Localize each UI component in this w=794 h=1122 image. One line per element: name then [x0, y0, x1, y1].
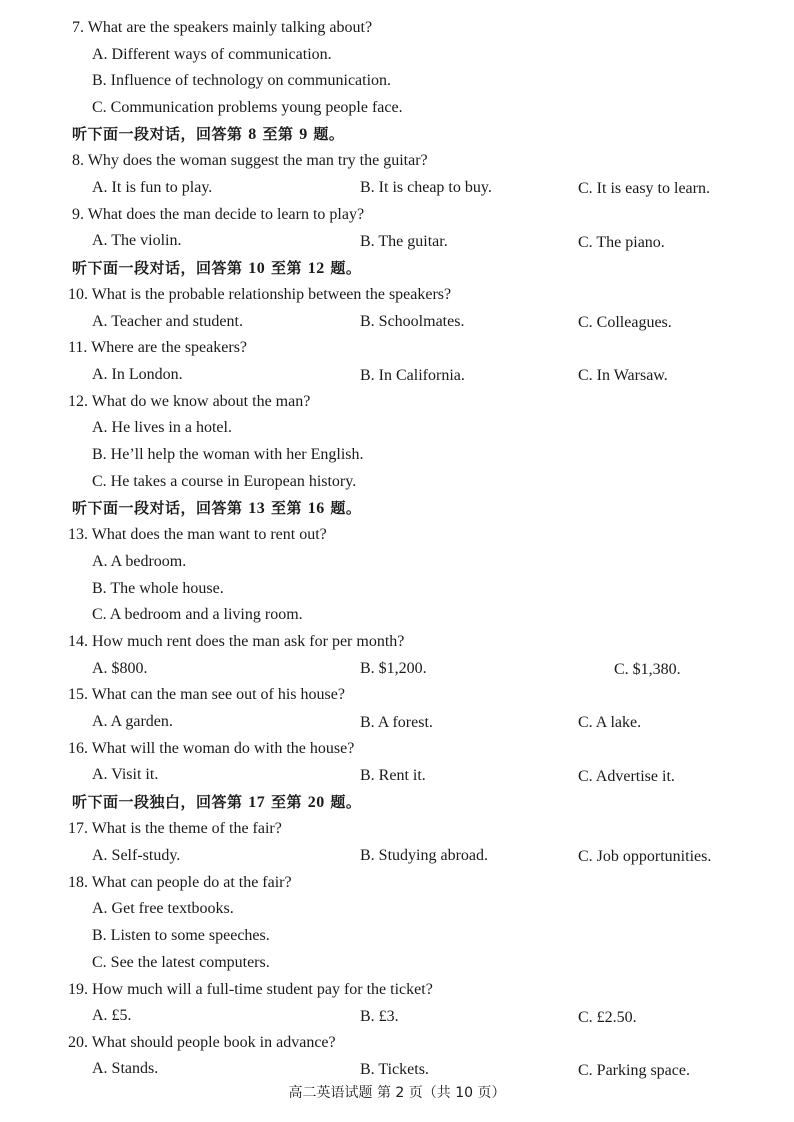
question-stem: 15. What can the man see out of his house? — [68, 686, 345, 703]
question-stem: 17. What is the theme of the fair? — [68, 820, 282, 837]
option-c: C. See the latest computers. — [92, 954, 270, 971]
option-c: C. Parking space. — [578, 1062, 690, 1079]
question-stem: 9. What does the man decide to learn to play? — [72, 206, 365, 223]
option-b: B. The guitar. — [360, 233, 448, 250]
question-stem: 14. How much rent does the man ask for per month? — [68, 633, 405, 650]
option-b: B. Influence of technology on communication. — [92, 72, 392, 89]
option-b: B. Studying abroad. — [360, 847, 488, 864]
option-b: B. Schoolmates. — [360, 313, 465, 330]
option-b: B. Listen to some speeches. — [92, 927, 270, 944]
option-b: B. He’ll help the woman with her English. — [92, 446, 364, 463]
question-stem: 16. What will the woman do with the house? — [68, 740, 355, 757]
option-c: C. He takes a course in European history. — [92, 473, 357, 490]
section-heading: 听下面一段对话，回答第 8 至第 9 题。 — [72, 125, 345, 143]
option-c: C. In Warsaw. — [578, 367, 668, 384]
question-stem: 11. Where are the speakers? — [68, 339, 248, 356]
option-a: A. Self-study. — [92, 847, 181, 864]
option-c: C. Communication problems young people face. — [92, 99, 403, 116]
option-a: A. Get free textbooks. — [92, 900, 234, 917]
option-c: C. $1,380. — [614, 661, 681, 678]
option-a: A. £5. — [92, 1007, 132, 1024]
option-b: B. The whole house. — [92, 580, 224, 597]
option-b: B. Tickets. — [360, 1061, 429, 1078]
option-a: A. A bedroom. — [92, 553, 187, 570]
option-b: B. A forest. — [360, 714, 433, 731]
option-c: C. It is easy to learn. — [578, 180, 710, 197]
option-a: A. He lives in a hotel. — [92, 419, 232, 436]
question-stem: 19. How much will a full-time student pay for the ticket? — [68, 981, 433, 998]
option-b: B. It is cheap to buy. — [360, 179, 492, 196]
page-footer: 高二英语试题 第 2 页（共 10 页） — [288, 1085, 506, 1101]
option-a: A. A garden. — [92, 713, 173, 730]
question-stem: 18. What can people do at the fair? — [68, 874, 292, 891]
option-b: B. Rent it. — [360, 767, 426, 784]
option-a: A. Teacher and student. — [92, 313, 243, 330]
option-c: C. The piano. — [578, 234, 665, 251]
option-a: A. $800. — [92, 660, 148, 677]
option-a: A. Stands. — [92, 1060, 159, 1077]
option-c: C. Advertise it. — [578, 768, 675, 785]
section-heading: 听下面一段独白，回答第 17 至第 20 题。 — [72, 793, 362, 811]
question-stem: 13. What does the man want to rent out? — [68, 526, 327, 543]
question-stem: 12. What do we know about the man? — [68, 393, 311, 410]
option-a: A. In London. — [92, 366, 183, 383]
option-c: C. Colleagues. — [578, 314, 672, 331]
option-b: B. In California. — [360, 367, 465, 384]
question-stem: 8. Why does the woman suggest the man try the guitar? — [72, 152, 428, 169]
option-a: A. Different ways of communication. — [92, 46, 332, 63]
option-b: B. $1,200. — [360, 660, 427, 677]
option-c: C. A bedroom and a living room. — [92, 606, 303, 623]
question-stem: 7. What are the speakers mainly talking about? — [72, 19, 373, 36]
option-c: C. £2.50. — [578, 1009, 637, 1026]
section-heading: 听下面一段对话，回答第 10 至第 12 题。 — [72, 259, 362, 277]
option-c: C. Job opportunities. — [578, 848, 712, 865]
option-a: A. The violin. — [92, 232, 182, 249]
option-a: A. It is fun to play. — [92, 179, 213, 196]
option-a: A. Visit it. — [92, 766, 159, 783]
option-c: C. A lake. — [578, 714, 642, 731]
option-b: B. £3. — [360, 1008, 399, 1025]
question-stem: 10. What is the probable relationship between the speakers? — [68, 286, 452, 303]
section-heading: 听下面一段对话，回答第 13 至第 16 题。 — [72, 499, 362, 517]
question-stem: 20. What should people book in advance? — [68, 1034, 336, 1051]
